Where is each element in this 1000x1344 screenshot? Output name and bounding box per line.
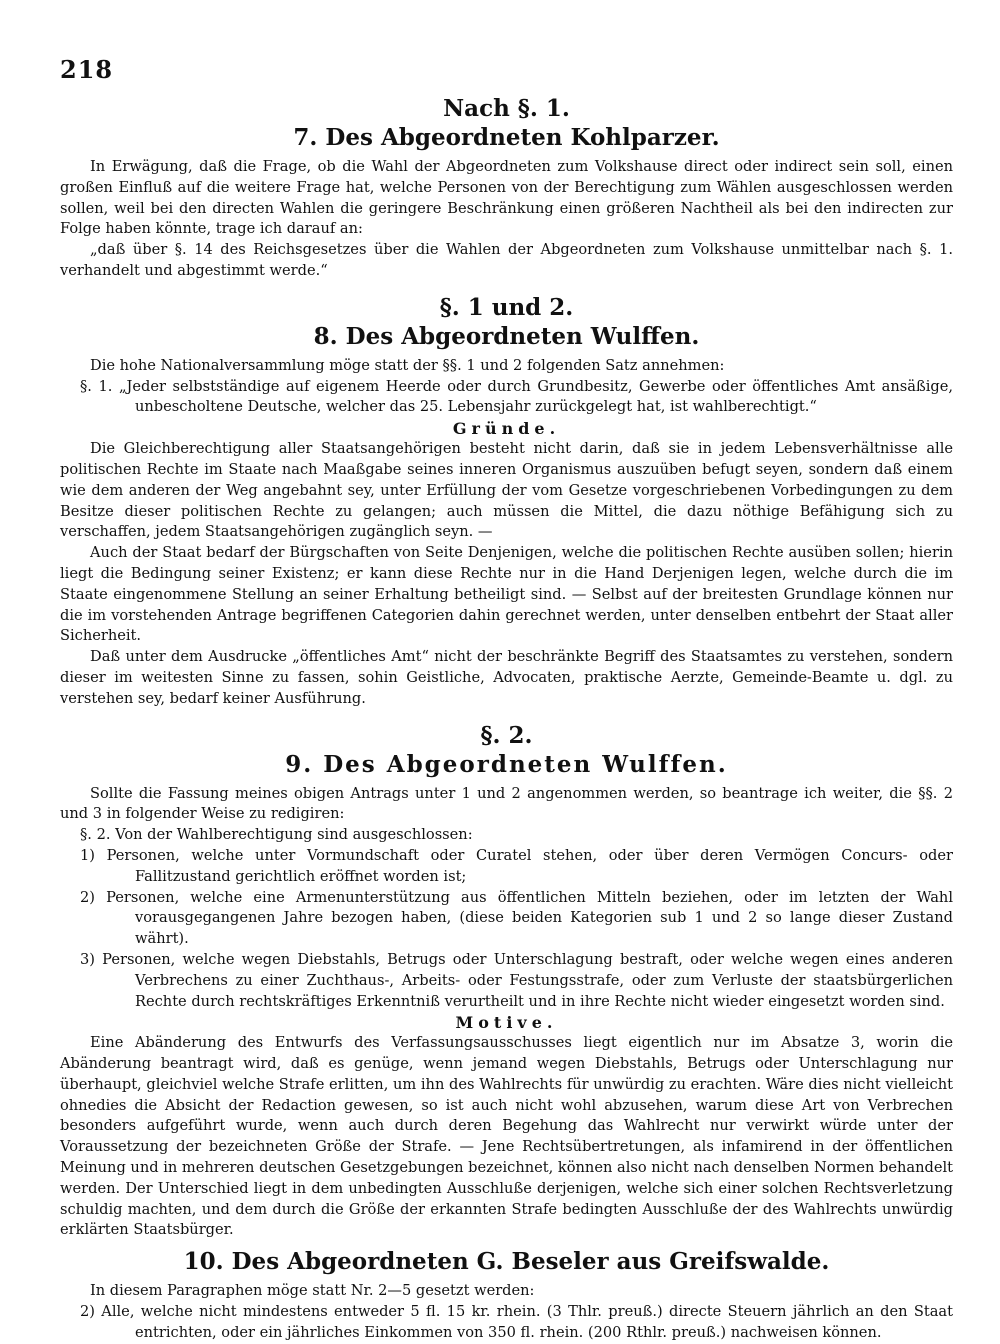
- motion-heading-wulffen-9: 9. Des Abgeordneten Wulffen.: [285, 750, 728, 778]
- exclusion-item-2: 2) Personen, welche eine Armenunterstützung aus öffentlichen Mitteln beziehen, oder im letzten der Wahl vorausgegangenen Jahre bezogen haben, (diese beiden Kategorien sub 1 und 2 so lange dieser Zustand währt).: [80, 888, 953, 948]
- kohlparzer-paragraph: In Erwägung, daß die Frage, ob die Wahl der Abgeordneten zum Volkshause direct oder indirect sein soll, einen großen Einfluß auf die weitere Frage hat, welche Personen von der Berechtigung zum Wählen ausgeschlossen werden sollen, weil bei den directen Wahlen die geringere Beschränkung einen größeren Nachtheil als bei den indirecten zur Folge haben könnte, trage ich darauf an:: [60, 158, 953, 238]
- motion-heading-beseler: 10. Des Abgeordneten G. Beseler aus Greifswalde.: [183, 1248, 830, 1276]
- section-heading-2: §. 2.: [480, 721, 533, 749]
- exclusion-item-3: 3) Personen, welche wegen Diebstahls, Betrugs oder Unterschlagung bestraft, oder welche wegen eines anderen Verbrechens zu einer Zuchthaus-, Arbeits- oder Festungsstrafe, oder zum Verluste der staatsbürgerlichen Rechte durch rechtskräftiges Erkenntniß verurtheilt und in ihre Rechte nicht wieder eingesetzt worden sind.: [80, 950, 953, 1010]
- section-heading-1-und-2: §. 1 und 2.: [439, 293, 574, 321]
- wulffen-intro: Die hohe Nationalversammlung möge statt der §§. 1 und 2 folgenden Satz annehmen:: [90, 356, 725, 374]
- subheading-motive: Motive.: [455, 1013, 558, 1033]
- gruende-paragraph-3: Daß unter dem Ausdrucke „öffentliches Amt“ nicht der beschränkte Begriff des Staatsamtes zu verstehen, sondern dieser im weitesten Sinne zu fassen, sohin Geistliche, Advocaten, praktische Aerzte, Gemeinde-Beamte u. dgl. zu verstehen sey, bedarf keiner Ausführung.: [60, 648, 953, 707]
- section-heading-nach-1: Nach §. 1.: [443, 95, 570, 122]
- wulffen-9-intro: Sollte die Fassung meines obigen Antrags unter 1 und 2 angenommen werden, so beantrage ich weiter, die §§. 2 und 3 in folgender Weise zu redigiren:: [60, 784, 953, 823]
- kohlparzer-motion-text: „daß über §. 14 des Reichsgesetzes über die Wahlen der Abgeordneten zum Volkshause unmittelbar nach §. 1. verhandelt und abgestimmt werde.“: [60, 241, 953, 279]
- exclusion-item-1: 1) Personen, welche unter Vormundschaft oder Curatel stehen, oder über deren Vermögen Concurs- oder Fallitzustand gerichtlich eröffnet worden ist;: [80, 846, 953, 885]
- beseler-item-2: 2) Alle, welche nicht mindestens entweder 5 fl. 15 kr. rhein. (3 Thlr. preuß.) directe Steuern jährlich an den Staat entrichten, oder ein jährliches Einkommen von 350 fl. rhein. (200 Rthlr. preuß.) nachweisen können.: [80, 1303, 953, 1341]
- motive-paragraph: Eine Abänderung des Entwurfs des Verfassungsausschusses liegt eigentlich nur im Absatze 3, worin die Abänderung beantragt wird, daß es genüge, wenn jemand wegen Diebstahls, Betrugs oder Unterschlagung nur überhaupt, gleichviel welche Strafe erlitten, um ihn des Wahlrechts für unwürdig zu erachten. Wäre dies nicht vielleicht ohnedies die Absicht der Redaction gewesen, so ist auch nicht wohl abzusehen, warum diese Art von Verbrechen besonders aufgeführt wurde, wenn auch durch deren Begehung das Wahlrecht nur verwirkt würde unter der Voraussetzung der bezeichneten Größe der Strafe. — Jene Rechtsübertretungen, als infamirend in der öffentlichen Meinung und in mehreren deutschen Gesetzgebungen bezeichnet, können also nicht nach denselben Normen behandelt werden. Der Unterschied liegt in dem unbedingten Ausschluße derjenigen, welche sich einer solchen Rechtsverletzung schuldig machten, und dem durch die Größe der erkannten Strafe bedingten Ausschluße der des Wahlrechts unwürdig erklärten Staatsbürger.: [60, 1034, 953, 1239]
- gruende-paragraph-2: Auch der Staat bedarf der Bürgschaften von Seite Denjenigen, welche die politischen Rechte ausüben sollen; hierin liegt die Bedingung seiner Existenz; er kann diese Rechte nur in die Hand Derjenigen legen, welche durch die im Staate eingenommene Stellung an seiner Erhaltung betheiligt sind. — Selbst auf der breitesten Grundlage können nur die im vorstehenden Antrage begriffenen Categorien dahin gerechnet werden, unter denselben entbehrt der Staat aller Sicherheit.: [60, 544, 953, 645]
- page-content: [60, 95, 953, 1344]
- motion-heading-wulffen-8: 8. Des Abgeordneten Wulffen.: [313, 322, 700, 350]
- wulffen-proposed-paragraph: §. 1. „Jeder selbstständige auf eigenem Heerde oder durch Grundbesitz, Gewerbe oder öffentliches Amt ansäßige, unbescholtene Deutsche, welcher das 25. Lebensjahr zurückgelegt hat, ist wahlberechtigt.“: [80, 377, 953, 416]
- page-number: 218: [60, 55, 114, 84]
- beseler-intro: In diesem Paragraphen möge statt Nr. 2—5 gesetzt werden:: [90, 1282, 535, 1300]
- gruende-paragraph-1: Die Gleichberechtigung aller Staatsangehörigen besteht nicht darin, daß sie in jedem Lebensverhältnisse alle politischen Rechte im Staate nach Maaßgabe seines inneren Organismus auszuüben befugt seyen, sondern daß einem wie dem anderen der Weg angebahnt sey, unter Erfüllung der vom Gesetze vorgeschriebenen Vorbedingungen zu dem Besitze dieser politischen Rechte zu gelangen; auch müssen die Mittel, die dazu nöthige Befähigung sich zu verschaffen, jedem Staatsangehörigen zugänglich seyn. —: [60, 440, 953, 541]
- wulffen-9-section-line: §. 2. Von der Wahlberechtigung sind ausgeschlossen:: [80, 826, 473, 844]
- motion-heading-kohlparzer: 7. Des Abgeordneten Kohlparzer.: [293, 124, 720, 151]
- subheading-gruende: Gründe.: [452, 419, 561, 439]
